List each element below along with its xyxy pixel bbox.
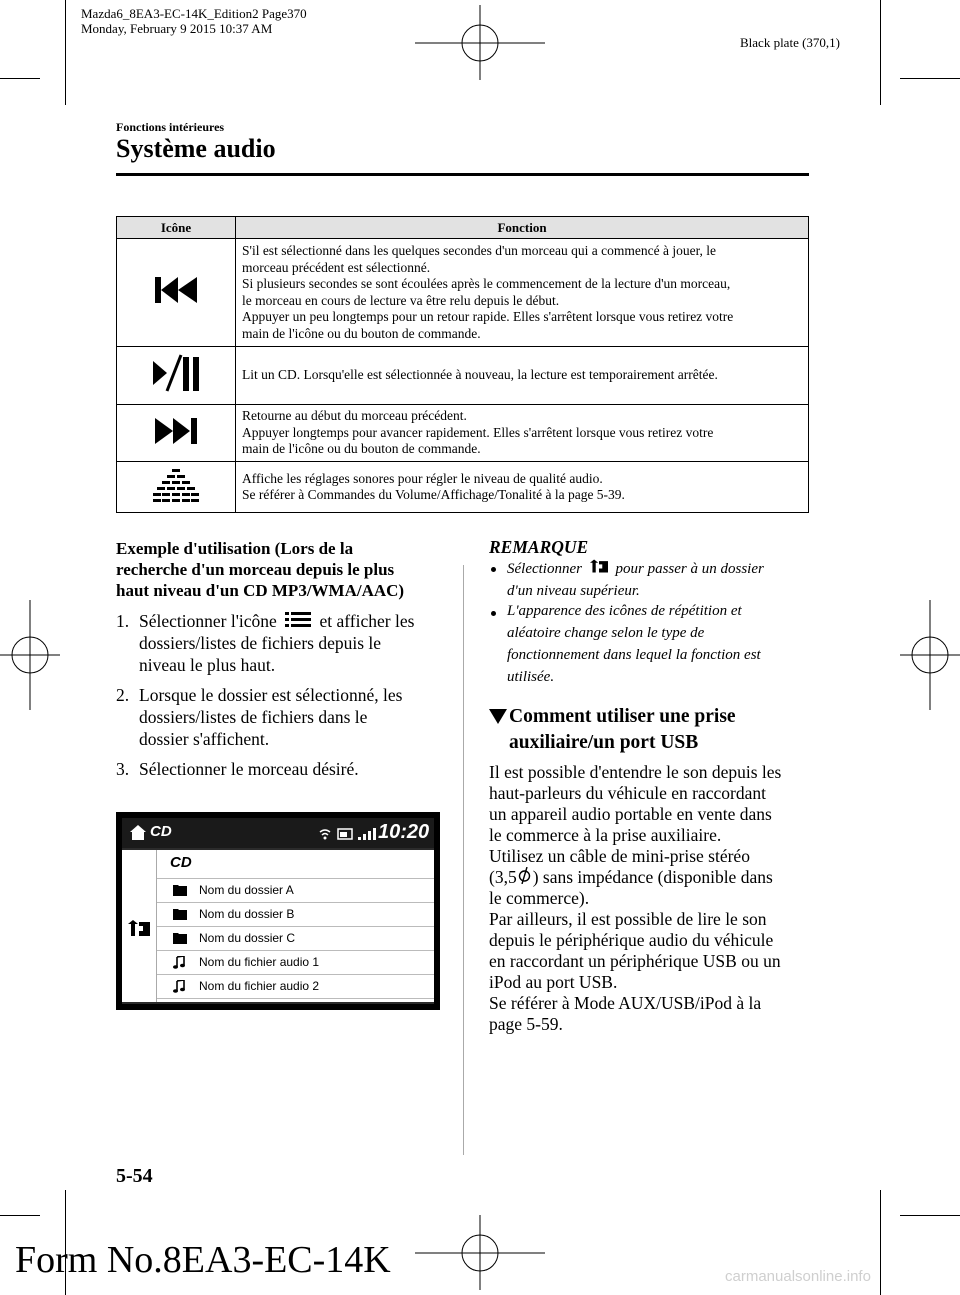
list-icon: [285, 611, 311, 629]
print-slug: [81, 6, 307, 36]
crop-mark: [900, 1215, 960, 1216]
cd-screen: [116, 812, 440, 1010]
list-item[interactable]: Nom du dossier A: [157, 879, 434, 903]
diameter-symbol-icon: [518, 867, 531, 884]
aux-usb-heading: Comment utiliser une prise auxiliaire/un port USB: [509, 706, 736, 753]
crop-mark: [880, 0, 881, 105]
status-icons: [318, 827, 376, 841]
slug-line-2: Monday, February 9 2015 10:37 AM: [81, 21, 273, 36]
form-number: Form No.8EA3-EC-14K: [15, 1239, 391, 1281]
music-note-icon: [173, 980, 185, 993]
music-note-icon: [173, 956, 185, 969]
table-row: [117, 239, 809, 347]
col-function-header: Fonction: [236, 217, 809, 239]
crop-mark: [0, 1215, 40, 1216]
registration-mark-left: [0, 600, 60, 710]
previous-track-icon: [154, 276, 198, 304]
sound-settings-icon: [153, 467, 199, 503]
crop-mark: [0, 78, 40, 79]
triangle-down-icon: [489, 708, 507, 724]
folder-icon: [173, 908, 187, 920]
note-1: Sélectionner pour passer à un dossier d'un niveau supérieur.: [507, 561, 764, 599]
screen-list: [122, 850, 434, 1002]
play-pause-icon: [151, 353, 201, 393]
crop-mark: [880, 1190, 881, 1295]
crop-mark: [900, 78, 960, 79]
watermark: carmanualsonline.info: [725, 1268, 871, 1285]
slug-line-1: Mazda6_8EA3-EC-14K_Edition2 Page370: [81, 6, 307, 21]
list-item[interactable]: Nom du dossier C: [157, 927, 434, 951]
icon-cell: [117, 239, 236, 347]
function-text: S'il est sélectionné dans les quelques secondes d'un morceau qui a commencé à jouer, le morceau précédent est sélectionné. Si plusieurs secondes se sont écoulées après le commencement de la lecture d'un morceau, le morceau en cours de lecture va être relu depuis le début. Appuyer un peu longtemps pour un retour rapide. Elles s'arrêtent lorsque vous retirez votre main de l'icône ou du bouton de commande.: [236, 239, 809, 347]
icon-cell: [117, 405, 236, 462]
list-item[interactable]: Nom du fichier audio 1: [157, 951, 434, 975]
crop-mark: [65, 0, 66, 105]
function-text: Retourne au début du morceau précédent. Appuyer longtemps pour avancer rapidement. Elles s'arrêtent lorsque vous retirez votre main de l'icône ou du bouton de commande.: [236, 405, 809, 462]
list-title: CD: [170, 854, 192, 871]
icon-cell: [117, 347, 236, 405]
table-row: [117, 462, 809, 513]
table-row: [117, 347, 809, 405]
folder-up-icon[interactable]: [128, 920, 150, 936]
example-heading: Exemple d'utilisation (Lors de la recherche d'un morceau depuis le plus haut niveau d'un CD MP3/WMA/AAC): [116, 539, 405, 600]
folder-icon: [173, 932, 187, 944]
list-item[interactable]: Nom du fichier audio 2: [157, 975, 434, 999]
registration-mark-right: [900, 600, 960, 710]
function-text: Affiche les réglages sonores pour régler le niveau de qualité audio. Se référer à Commandes du Volume/Affichage/Tonalité à la page 5-39.: [236, 462, 809, 513]
registration-mark-top: [415, 5, 545, 80]
folder-icon: [173, 884, 187, 896]
note-2: L'apparence des icônes de répétition et aléatoire change selon le type de fonctionnement dans lequel la fonction est utilisée.: [507, 603, 761, 685]
list-item[interactable]: Nom du dossier B: [157, 903, 434, 927]
source-label: CD: [150, 823, 172, 840]
registration-mark-bottom: [415, 1215, 545, 1290]
section-label: Fonctions intérieures: [116, 120, 225, 134]
table-row: [117, 405, 809, 462]
screen-status-bar: [122, 818, 434, 848]
icon-cell: [117, 462, 236, 513]
step-1: 1. Sélectionner l'icône et afficher les dossiers/listes de fichiers depuis le niveau le plus haut.: [116, 611, 415, 675]
plate-label: Black plate (370,1): [740, 35, 840, 50]
clock: 10:20: [378, 821, 430, 843]
aux-usb-paragraph: Il est possible d'entendre le son depuis les haut-parleurs du véhicule en raccordant un appareil audio portable en vente dans le commerce à la prise auxiliaire. Utilisez un câble de mini-prise stéréo (3,5 ) sans impédance (disponible dans le commerce). Par ailleurs, il est possible de lire le son depuis le périphérique audio du véhicule en raccordant un périphérique USB ou un iPod au port USB. Se référer à Mode AUX/USB/iPod à la page 5-59.: [489, 762, 782, 1034]
next-track-icon: [154, 417, 198, 445]
step-2: 2. Lorsque le dossier est sélectionné, les dossiers/listes de fichiers dans le dossier s'affichent.: [116, 685, 403, 749]
column-divider: [463, 565, 464, 1155]
function-table: [116, 216, 809, 513]
col-icon-header: Icône: [117, 217, 236, 239]
page-number: 5-54: [116, 1165, 153, 1187]
title-rule: [116, 173, 809, 176]
table-header-row: [117, 217, 809, 239]
home-icon[interactable]: [130, 825, 146, 840]
bullet: [491, 567, 496, 572]
step-3: 3. Sélectionner le morceau désiré.: [116, 759, 359, 779]
bullet: [491, 611, 496, 616]
folder-up-icon: [590, 559, 608, 573]
function-text: Lit un CD. Lorsqu'elle est sélectionnée à nouveau, la lecture est temporairement arrêtée.: [236, 347, 809, 405]
page-title: Système audio: [116, 134, 276, 163]
note-title: REMARQUE: [489, 537, 589, 557]
